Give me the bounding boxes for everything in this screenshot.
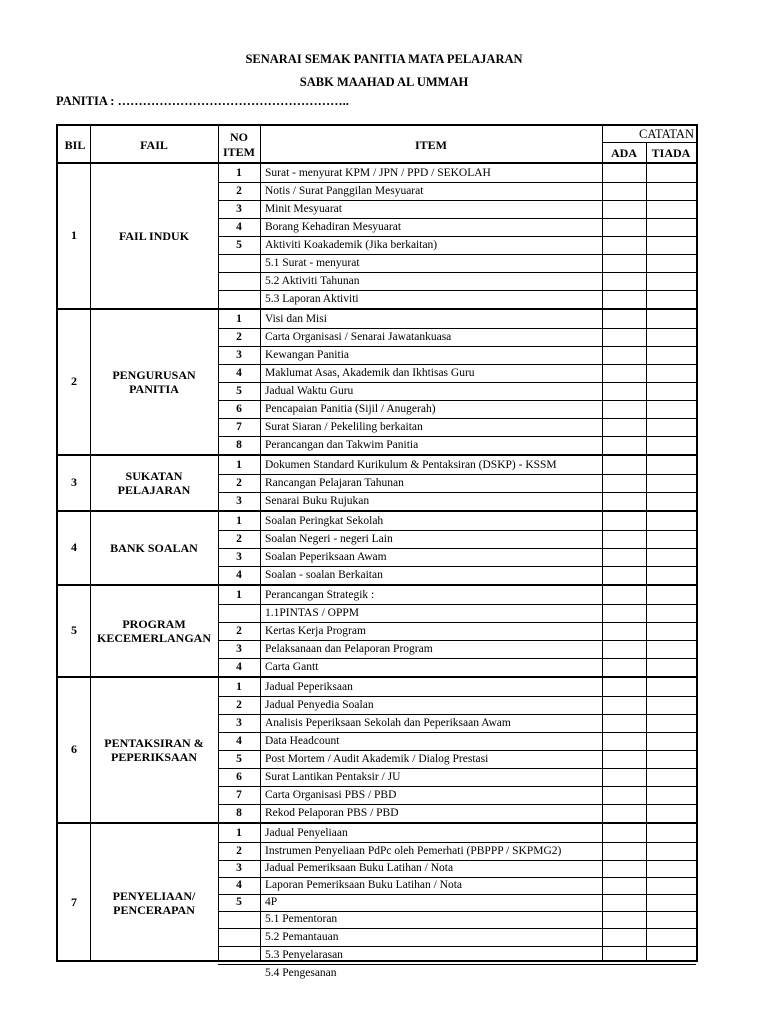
- item-number: 4: [236, 221, 242, 233]
- item-label: 5.3 Laporan Aktiviti: [265, 293, 359, 305]
- column-header-item-no: ITEM: [222, 145, 255, 159]
- item-number: 4: [236, 367, 242, 379]
- item-number: 3: [236, 717, 242, 729]
- col-rule-tiada: [646, 142, 647, 960]
- item-label: 5.2 Aktiviti Tahunan: [265, 275, 360, 287]
- checklist-table: [56, 124, 698, 979]
- document-title: SENARAI SEMAK PANITIA MATA PELAJARAN: [245, 52, 523, 66]
- item-number: [218, 272, 260, 290]
- item-number: 2: [236, 845, 242, 857]
- item-number: 2: [236, 477, 242, 489]
- item-number: 1: [236, 827, 242, 839]
- item-label: 4P: [265, 896, 278, 908]
- col-rule-ada: [602, 126, 603, 960]
- item-number: 8: [236, 807, 242, 819]
- item-number: [218, 604, 260, 622]
- item-number: 1: [236, 515, 242, 527]
- section-number: 3: [71, 475, 77, 489]
- item-label: 5.1 Pementoran: [265, 913, 338, 925]
- item-label: Jadual Penyedia Soalan: [265, 699, 374, 711]
- item-label: Pencapaian Panitia (Sijil / Anugerah): [265, 403, 436, 415]
- item-number: [218, 290, 260, 308]
- section-number: 2: [71, 374, 77, 388]
- item-number: 4: [236, 879, 242, 891]
- item-label: Jadual Peperiksaan: [265, 681, 353, 693]
- item-label: Laporan Pemeriksaan Buku Latihan / Nota: [265, 879, 463, 891]
- item-number: 4: [236, 569, 242, 581]
- item-number: 8: [236, 439, 242, 451]
- item-label: Instrumen Penyeliaan PdPc oleh Pemerhati (PBPPP / SKPMG2): [265, 845, 562, 857]
- panitia-field: PANITIA : ………………………………………………..: [56, 94, 349, 108]
- item-number: [218, 911, 260, 928]
- item-label: 1.1PINTAS / OPPM: [265, 607, 359, 619]
- column-header-tiada: TIADA: [651, 146, 691, 160]
- item-number: 5: [236, 896, 242, 908]
- item-label: Notis / Surat Panggilan Mesyuarat: [265, 185, 424, 197]
- item-number: [218, 946, 260, 964]
- item-label: Carta Organisasi PBS / PBD: [265, 789, 397, 801]
- item-number: 5: [236, 385, 242, 397]
- column-header-bil: BIL: [64, 138, 86, 152]
- column-header-catatan: CATATAN: [639, 127, 694, 141]
- item-label: Borang Kehadiran Mesyuarat: [265, 221, 402, 233]
- section-number: 1: [71, 228, 77, 242]
- item-label: Jadual Waktu Guru: [265, 385, 354, 397]
- section-rule: [58, 584, 696, 586]
- section-file-name: SUKATAN PELAJARAN: [117, 469, 191, 497]
- section-number: 5: [71, 623, 77, 637]
- column-header-fail: FAIL: [140, 138, 168, 152]
- item-number: 6: [236, 403, 242, 415]
- section-file-name: FAIL INDUK: [118, 229, 190, 243]
- item-label: Pelaksanaan dan Pelaporan Program: [265, 643, 433, 655]
- item-number: 4: [236, 661, 242, 673]
- item-label: Soalan Peringkat Sekolah: [265, 515, 384, 527]
- item-label: Visi dan Misi: [265, 313, 327, 325]
- item-label: 5.4 Pengesanan: [265, 967, 337, 979]
- section-rule: [58, 822, 696, 824]
- item-label: Maklumat Asas, Akademik dan Ikhtisas Guru: [265, 367, 475, 379]
- item-number: [218, 254, 260, 272]
- item-label: Jadual Penyeliaan: [265, 827, 348, 839]
- section-file-name: PROGRAM KECEMERLANGAN: [96, 617, 211, 645]
- item-label: Minit Mesyuarat: [265, 203, 342, 215]
- section-rule: [58, 676, 696, 678]
- item-label: Data Headcount: [265, 735, 340, 747]
- item-number: 1: [236, 167, 242, 179]
- section-file-name: BANK SOALAN: [110, 541, 198, 555]
- item-label: Soalan - soalan Berkaitan: [265, 569, 383, 581]
- section-number: 7: [71, 895, 77, 909]
- item-label: Rekod Pelaporan PBS / PBD: [265, 807, 399, 819]
- item-label: Kertas Kerja Program: [265, 625, 366, 637]
- item-number: 2: [236, 331, 242, 343]
- section-rule: [58, 308, 696, 310]
- item-number: 2: [236, 625, 242, 637]
- school-name: SABK MAAHAD AL UMMAH: [299, 75, 469, 89]
- item-label: Carta Gantt: [265, 661, 319, 673]
- item-label: 5.3 Penyelarasan: [265, 949, 343, 961]
- item-number: 3: [236, 643, 242, 655]
- section-number: 6: [71, 742, 77, 756]
- item-number: 2: [236, 533, 242, 545]
- item-label: Soalan Peperiksaan Awam: [265, 551, 387, 563]
- item-label: 5.2 Pemantauan: [265, 931, 339, 943]
- item-label: Surat - menyurat KPM / JPN / PPD / SEKOLAH: [265, 167, 491, 179]
- item-label: Surat Lantikan Pentaksir / JU: [265, 771, 401, 783]
- item-label: Post Mortem / Audit Akademik / Dialog Prestasi: [265, 753, 489, 765]
- section-file-name: PENTAKSIRAN & PEPERIKSAAN: [104, 736, 204, 764]
- item-number: 7: [236, 789, 242, 801]
- item-label: Soalan Negeri - negeri Lain: [265, 533, 393, 545]
- item-number: 1: [236, 459, 242, 471]
- item-number: 3: [236, 349, 242, 361]
- item-label: Senarai Buku Rujukan: [265, 495, 370, 507]
- item-number: [218, 964, 260, 982]
- item-number: 1: [236, 589, 242, 601]
- item-number: 5: [236, 753, 242, 765]
- item-label: Perancangan Strategik :: [265, 589, 375, 601]
- item-label: 5.1 Surat - menyurat: [265, 257, 360, 269]
- item-number: 5: [236, 239, 242, 251]
- item-label: Dokumen Standard Kurikulum & Pentaksiran (DSKP) - KSSM: [265, 459, 557, 471]
- section-file-name: PENGURUSAN PANITIA: [112, 368, 196, 396]
- item-number: 3: [236, 203, 242, 215]
- column-header-no: NO: [230, 130, 248, 144]
- item-label: Kewangan Panitia: [265, 349, 349, 361]
- item-number: 6: [236, 771, 242, 783]
- item-number: 3: [236, 551, 242, 563]
- item-number: 1: [236, 681, 242, 693]
- item-number: 3: [236, 495, 242, 507]
- item-number: [218, 928, 260, 946]
- row-rule: [218, 894, 696, 895]
- item-number: 7: [236, 421, 242, 433]
- item-label: Carta Organisasi / Senarai Jawatankuasa: [265, 331, 452, 343]
- item-number: 1: [236, 313, 242, 325]
- item-number: 2: [236, 699, 242, 711]
- item-label: Surat Siaran / Pekeliling berkaitan: [265, 421, 423, 433]
- section-number: 4: [71, 540, 77, 554]
- section-file-name: PENYELIAAN/ PENCERAPAN: [112, 889, 196, 917]
- item-label: Rancangan Pelajaran Tahunan: [265, 477, 404, 489]
- catatan-divider: [602, 142, 696, 143]
- item-label: Aktiviti Koakademik (Jika berkaitan): [265, 239, 438, 251]
- item-label: Perancangan dan Takwim Panitia: [265, 439, 419, 451]
- item-label: Jadual Pemeriksaan Buku Latihan / Nota: [265, 862, 454, 874]
- column-header-item: ITEM: [414, 138, 447, 152]
- item-label: Analisis Peperiksaan Sekolah dan Peperiksaan Awam: [265, 717, 511, 729]
- column-header-ada: ADA: [611, 146, 637, 160]
- item-number: 2: [236, 185, 242, 197]
- item-number: 3: [236, 862, 242, 874]
- item-number: 4: [236, 735, 242, 747]
